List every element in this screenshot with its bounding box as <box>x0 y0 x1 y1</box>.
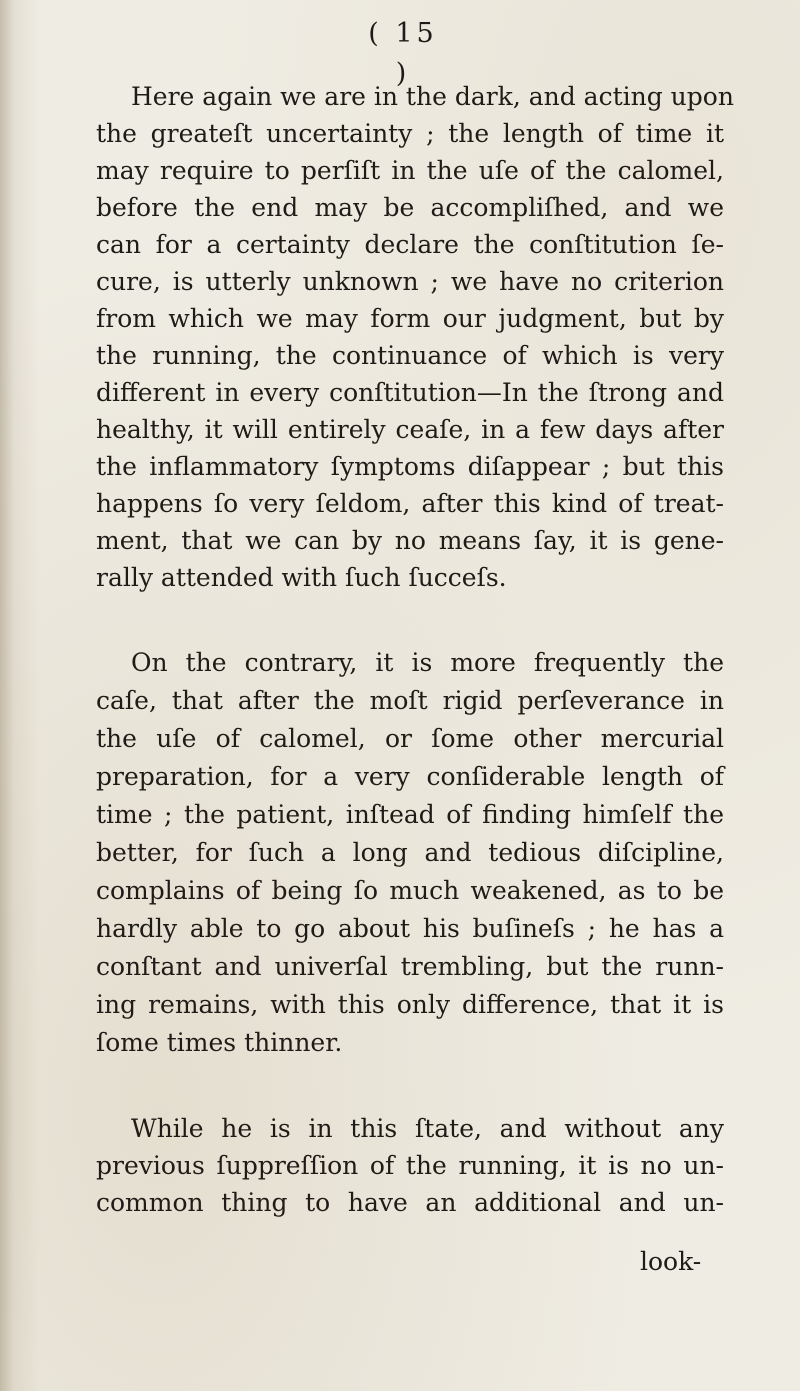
text-line: caſe, that after the moſt rigid perſeverance in <box>96 686 724 715</box>
catchword: look- <box>640 1247 702 1276</box>
text-line: cure, is utterly unknown ; we have no criterion <box>96 267 724 296</box>
text-line: from which we may form our judgment, but by <box>96 304 724 333</box>
text-line: the greateſt uncertainty ; the length of time it <box>96 119 724 148</box>
text-line: the inflammatory ſymptoms diſappear ; but this <box>96 452 724 481</box>
text-line: complains of being ſo much weakened, as to be <box>96 876 724 905</box>
page-number: ( 15 ) <box>368 18 438 89</box>
text-line: different in every conſtitution—In the ſtrong and <box>96 378 724 407</box>
text-line: ſome times thinner. <box>96 1028 343 1057</box>
text-line: Here again we are in the dark, and acting upon <box>131 82 734 111</box>
text-line: the running, the continuance of which is very <box>96 341 724 370</box>
text-line: happens ſo very ſeldom, after this kind of treat- <box>96 489 724 518</box>
text-line: time ; the patient, inſtead of finding himſelf the <box>96 800 724 829</box>
text-line: the uſe of calomel, or ſome other mercurial <box>96 724 724 753</box>
text-line: common thing to have an additional and un- <box>96 1188 724 1217</box>
text-line: While he is in this ſtate, and without any <box>131 1114 724 1143</box>
text-line: ment, that we can by no means ſay, it is gene- <box>96 526 724 555</box>
text-line: better, for ſuch a long and tedious diſcipline, <box>96 838 724 867</box>
text-line: may require to perſiſt in the uſe of the calomel, <box>96 156 724 185</box>
text-line: hardly able to go about his buſineſs ; he has a <box>96 914 724 943</box>
text-line: conſtant and univerſal trembling, but the runn- <box>96 952 724 981</box>
text-line: preparation, for a very conſiderable length of <box>96 762 724 791</box>
text-line: On the contrary, it is more frequently the <box>131 648 724 677</box>
text-line: before the end may be accompliſhed, and we <box>96 193 724 222</box>
text-line: previous ſuppreſſion of the running, it is no un- <box>96 1151 724 1180</box>
text-line: ing remains, with this only difference, that it is <box>96 990 724 1019</box>
text-line: can for a certainty declare the conſtitution ſe- <box>96 230 724 259</box>
text-line: rally attended with ſuch ſucceſs. <box>96 563 507 592</box>
text-line: healthy, it will entirely ceaſe, in a few days after <box>96 415 724 444</box>
